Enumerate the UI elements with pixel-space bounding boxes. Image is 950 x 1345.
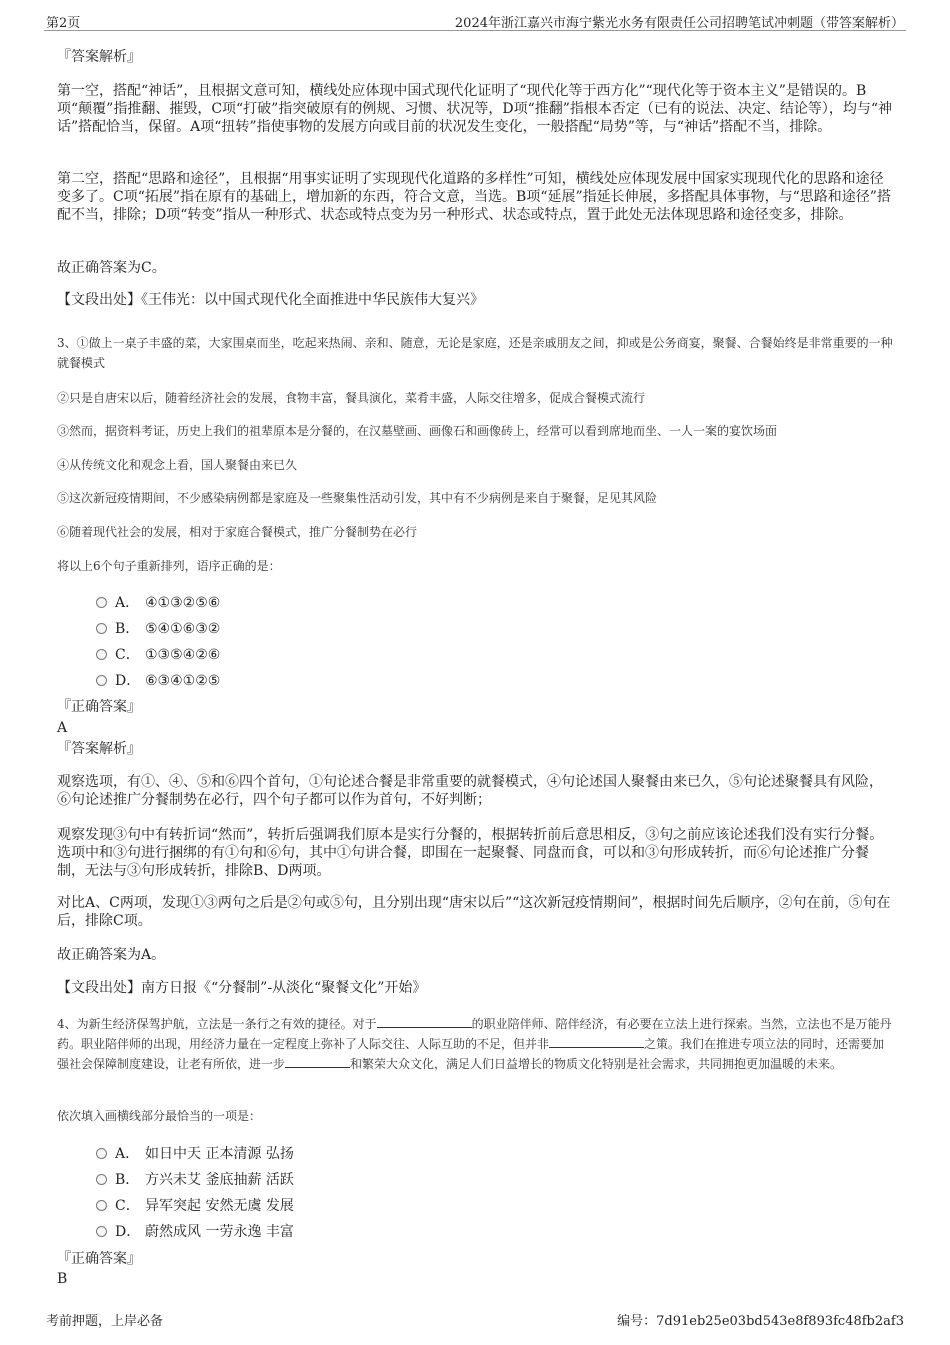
q3-source: 【文段出处】南方日报《“分餐制”-从淡化“聚餐文化”开始》 [57, 980, 427, 996]
q4-option-d[interactable]: D． 蔚然成风 一劳永逸 丰富 [96, 1223, 294, 1241]
q3-option-b[interactable]: B. ⑤④①⑥③② [96, 620, 220, 638]
blank-2 [549, 1035, 644, 1048]
q3-option-d[interactable]: D． ⑥③④①②⑤ [96, 672, 220, 690]
q4-passage: 4、为新生经济保驾护航，立法是一条行之有效的捷径。对于 的职业陪伴师、陪伴经济，有必要在立法上进行探索。当然，立法也不是万能丹药。职业陪伴师的出现，用经济力量在一定程度上弥补了人际交往、人际互助的不足，但并非 之策。我们在推进专项立法的同时，还需要加强社会保障制度建设，让老有所依，进一步 和繁荣大众文化，满足人们日益增长的物质文化特别是社会需求，共同拥抱更加温暖的未来。 [57, 1017, 892, 1071]
radio-icon[interactable] [96, 649, 107, 660]
q3-sentence-3: ③然而，据资料考证，历史上我们的祖辈原本是分餐的，在汉墓壁画、画像石和画像砖上，经常可以看到席地而坐、一人一案的宴饮场面 [57, 424, 778, 438]
radio-icon[interactable] [96, 1200, 107, 1211]
analysis-label: 『答案解析』 [57, 49, 141, 65]
q4-option-c[interactable]: C． 异军突起 安然无虞 发展 [96, 1197, 294, 1215]
document-id: 编号：7d91eb25e03bd543e8f893fc48fb2af3 [617, 1314, 904, 1329]
radio-icon[interactable] [96, 1226, 107, 1237]
passage-source: 【文段出处】《王伟光：以中国式现代化全面推进中华民族伟大复兴》 [57, 292, 484, 308]
q3-sentence-4: ④从传统文化和观念上看，国人聚餐由来已久 [57, 458, 298, 472]
q3-sentence-2: ②只是自唐宋以后，随着经济社会的发展，食物丰富，餐具演化，菜肴丰盛，人际交往增多，促成合餐模式流行 [57, 391, 646, 405]
q3-analysis-paragraph-1: 观察选项，有①、④、⑤和⑥四个首句，①句论述合餐是非常重要的就餐模式，④句论述国人聚餐由来已久，⑤句论述聚餐具有风险，⑥句论述推广分餐制势在必行，四个句子都可以作为首句，不好判断； [57, 774, 883, 808]
radio-icon[interactable] [96, 1148, 107, 1159]
blank-1 [377, 1015, 472, 1028]
radio-icon[interactable] [96, 1174, 107, 1185]
radio-icon[interactable] [96, 623, 107, 634]
q4-answer-label: 『正确答案』 [57, 1251, 141, 1267]
analysis-paragraph-2: 第二空，搭配“思路和途径”，且根据“用事实证明了实现现代化道路的多样性”可知，横线处应体现发展中国家实现现代化的思路和途径变多了。C项“拓展”指在原有的基础上，增加新的东西，符合文意，当选。B项“延展”指延长伸展，多搭配具体事物，与“思路和途径”搭配不当，排除；D项“转变”指从一种形式、状态或特点变为另一种形式、状态或特点，置于此处无法体现思路和途径变多，排除。 [57, 171, 891, 223]
q3-sentence-1: 3、①做上一桌子丰盛的菜，大家围桌而坐，吃起来热闹、亲和、随意，无论是家庭，还是亲戚朋友之间，抑或是公务商宴，聚餐、合餐始终是非常重要的一种就餐模式 [57, 336, 893, 370]
radio-icon[interactable] [96, 675, 107, 686]
q4-option-a[interactable]: A． 如日中天 正本清源 弘扬 [96, 1145, 294, 1163]
q3-option-a[interactable]: A． ④①③②⑤⑥ [96, 594, 220, 612]
q3-prompt: 将以上6个句子重新排列，语序正确的是： [57, 559, 281, 573]
radio-icon[interactable] [96, 597, 107, 608]
q4-option-b[interactable]: B． 方兴未艾 釜底抽薪 活跃 [96, 1171, 294, 1189]
q4-prompt: 依次填入画横线部分最恰当的一项是： [57, 1109, 262, 1123]
q3-analysis-paragraph-2: 观察发现③句中有转折词“然而”，转折后强调我们原本是实行分餐的，根据转折前后意思相反，③句之前应该论述我们没有实行分餐。选项中和③句进行捆绑的有①句和⑥句，其中①句讲合餐，即围在一起聚餐、同盘而食，可以和③句形成转折，而⑥句论述推广分餐制，无法与③句形成转折，排除B、D两项。 [57, 827, 884, 879]
q3-analysis-paragraph-3: 对比A、C两项，发现①③两句之后是②句或⑤句，且分别出现“唐宋以后”“这次新冠疫情期间”，根据时间先后顺序，②句在前，⑤句在后，排除C项。 [57, 895, 891, 929]
q3-analysis-label: 『答案解析』 [57, 741, 141, 757]
q3-answer: A [57, 720, 68, 736]
page-header [44, 10, 906, 31]
q3-option-c[interactable]: C． ①③⑤④②⑥ [96, 646, 220, 664]
blank-3 [285, 1055, 350, 1068]
footer-slogan: 考前押题，上岸必备 [46, 1314, 164, 1329]
q4-answer: B [57, 1271, 68, 1287]
document-title: 2024年浙江嘉兴市海宁紫光水务有限责任公司招聘笔试冲刺题（带答案解析） [454, 16, 904, 31]
page-number: 第2页 [46, 16, 81, 31]
analysis-paragraph-1: 第一空，搭配“神话”，且根据文意可知，横线处应体现中国式现代化证明了“现代化等于西方化”“现代化等于资本主义”是错误的。B项“颠覆”指推翻、摧毁，C项“打破”指突破原有的例规、习惯、状况等，D项“推翻”指根本否定（已有的说法、决定、结论等），均与“神话”搭配恰当，保留。A项“扭转”指使事物的发展方向或目前的状况发生变化，一般搭配“局势”等，与“神话”搭配不当，排除。 [57, 83, 893, 135]
q3-conclusion: 故正确答案为A。 [57, 947, 166, 963]
answer-conclusion: 故正确答案为C。 [57, 260, 166, 276]
q3-sentence-6: ⑥随着现代社会的发展，相对于家庭合餐模式，推广分餐制势在必行 [57, 525, 418, 539]
q3-sentence-5: ⑤这次新冠疫情期间，不少感染病例都是家庭及一些聚集性活动引发，其中有不少病例是来自于聚餐，足见其风险 [57, 491, 658, 505]
q3-answer-label: 『正确答案』 [57, 699, 141, 715]
